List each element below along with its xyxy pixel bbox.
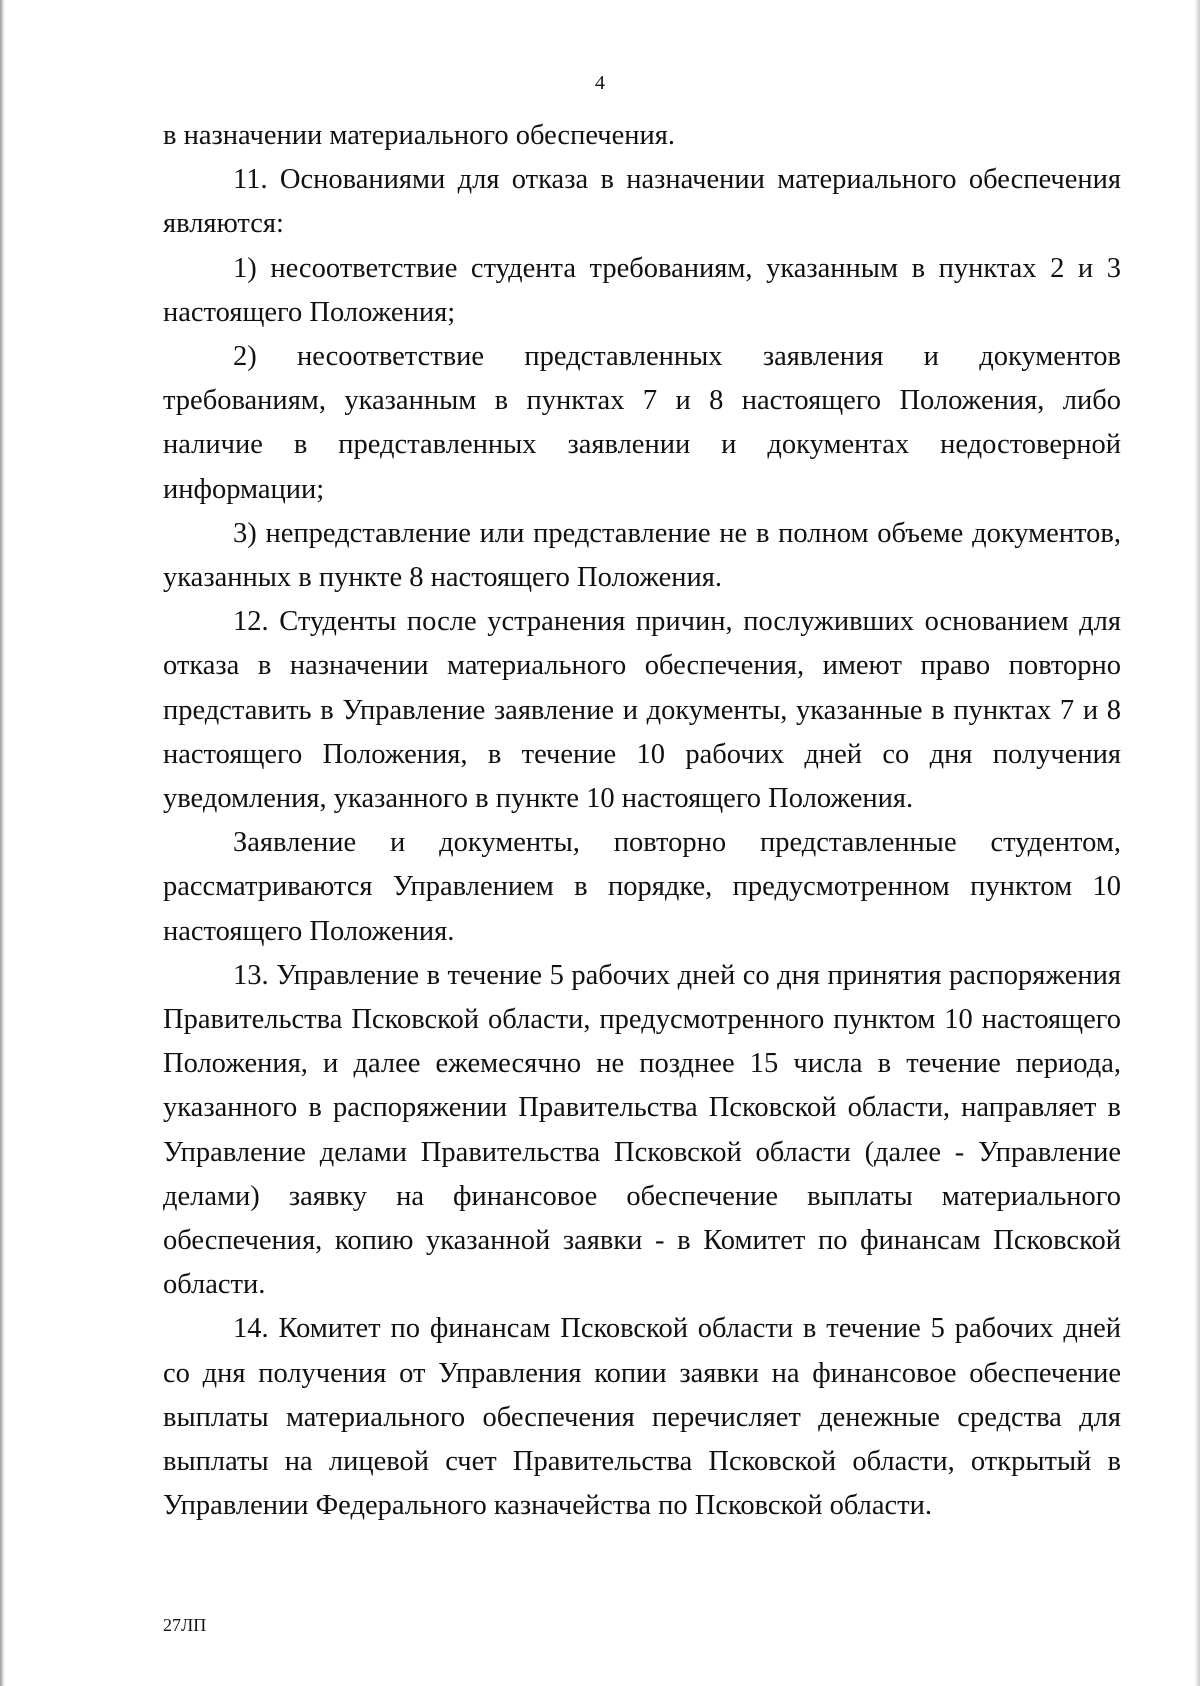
paragraph-item-12-continuation: Заявление и документы, повторно представленные студентом, рассматриваются Управлением в порядке, предусмотренном пунктом 10 настоящего Положения. bbox=[163, 827, 1121, 947]
paragraph-item-14: 14. Комитет по финансам Псковской области в течение 5 рабочих дней со дня получения от Управления копии заявки на финансовое обеспечение выплаты материального обеспечения перечисляет денежные средства для выплаты на лицевой счет Правительства Псковской области, открытый в Управлении Федерального казначейства по Псковской области. bbox=[163, 1313, 1121, 1522]
paragraph-item-11: 11. Основаниями для отказа в назначении материального обеспечения являются: bbox=[163, 164, 1121, 240]
paragraph-subitem-2: 2) несоответствие представленных заявления и документов требованиям, указанным в пунктах 7 и 8 настоящего Положения, либо наличие в представленных заявлении и документах недостоверной информации; bbox=[163, 341, 1121, 505]
page-number: 4 bbox=[595, 72, 605, 94]
scan-edge-right bbox=[1194, 0, 1200, 1686]
paragraph-subitem-1: 1) несоответствие студента требованиям, указанным в пунктах 2 и 3 настоящего Положения; bbox=[163, 252, 1121, 328]
paragraph-item-12: 12. Студенты после устранения причин, послуживших основанием для отказа в назначении материального обеспечения, имеют право повторно представить в Управление заявление и документы, указанные в пунктах 7 и 8 настоящего Положения, в течение 10 рабочих дней со дня получения уведомления, указанного в пункте 10 настоящего Положения. bbox=[163, 606, 1121, 815]
document-body bbox=[163, 114, 1121, 1529]
scan-edge-left bbox=[0, 0, 5, 1686]
document-code: 27ЛП bbox=[163, 1615, 207, 1635]
paragraph-continuation: в назначении материального обеспечения. bbox=[163, 120, 675, 151]
paragraph-item-13: 13. Управление в течение 5 рабочих дней со дня принятия распоряжения Правительства Псковской области, предусмотренного пунктом 10 настоящего Положения, и далее ежемесячно не позднее 15 числа в течение периода, указанного в распоряжении Правительства Псковской области, направляет в Управление делами Правительства Псковской области (далее - Управление делами) заявку на финансовое обеспечение выплаты материального обеспечения, копию указанной заявки - в Комитет по финансам Псковской области. bbox=[163, 959, 1121, 1301]
paragraph-subitem-3: 3) непредставление или представление не в полном объеме документов, указанных в пункте 8 настоящего Положения. bbox=[163, 517, 1121, 594]
